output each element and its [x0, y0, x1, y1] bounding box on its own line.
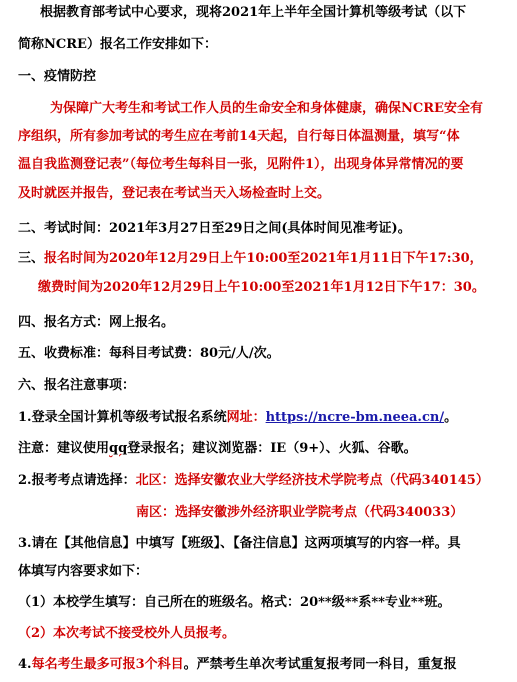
section-1-heading: 一、疫情防控	[18, 69, 97, 84]
section-2-exam-time: 二、考试时间：2021年3月27日至29日之间(具体时间见准考证)。	[18, 221, 411, 236]
section-3-registration-time	[18, 250, 483, 268]
section-1-paragraph-line-2: 序组织，所有参加考试的考生应在考前14天起，自行每日体温测量，填写“体	[18, 129, 460, 144]
notice-1-suffix: 。	[444, 410, 458, 425]
intro-line-1: 根据教育部考试中心要求，现将2021年上半年全国计算机等级考试（以下	[40, 5, 467, 20]
section-6-heading: 六、报名注意事项：	[18, 378, 136, 393]
notice-1-prefix: 1.登录全国计算机等级考试报名系统	[18, 410, 227, 425]
payment-time-text: 缴费时间为2020年12月29日上午10:00至2021年1月12日下午17：30。	[38, 280, 485, 295]
south-campus-site: 南区：选择安徽涉外经济职业学院考点（代码340033）	[136, 505, 464, 520]
browser-note-post: 登录报名；建议浏览器：IE（9+）、火狐、谷歌。	[127, 441, 417, 456]
qq-text: qq	[109, 441, 128, 456]
browser-note-pre: 注意：建议使用	[18, 441, 110, 456]
registration-url-link[interactable]: https://ncre-bm.neea.cn/	[265, 410, 445, 425]
browser-note	[18, 440, 417, 458]
site-label: 网址：	[226, 410, 266, 425]
notice-3-line-2: 体填写内容要求如下：	[18, 564, 149, 579]
notice-4-subject-limit	[18, 656, 457, 674]
section-1-paragraph-line-1: 为保障广大考生和考试工作人员的生命安全和身体健康，确保NCRE安全有	[50, 101, 483, 116]
section-1-paragraph-line-4: 及时就医并报告，登记表在考试当天入场检查时上交。	[18, 186, 331, 201]
section-5-fee-standard: 五、收费标准：每科目考试费：80元/人/次。	[18, 346, 280, 361]
notice-3-item-1: （1）本校学生填写：自己所在的班级名。格式：20**级**系**专业**班。	[18, 595, 451, 610]
intro-line-2: 简称NCRE）报名工作安排如下：	[18, 37, 217, 52]
notice-2-prefix: 2.报考考点请选择：	[18, 473, 136, 488]
notice-2-exam-site	[18, 472, 489, 490]
section-3-prefix: 三、	[18, 251, 45, 266]
section-1-paragraph-line-3: 温自我监测登记表”（每位考生每科目一张，见附件1），出现身体异常情况的要	[18, 157, 464, 172]
subject-limit-text: 每名考生最多可报3个科目	[31, 657, 184, 672]
notice-3-line-1: 3.请在【其他信息】中填写【班级】、【备注信息】这两项填写的内容一样。具	[18, 536, 461, 551]
registration-time-text: 报名时间为2020年12月29日上午10:00至2021年1月11日下午17:30，	[44, 251, 483, 266]
north-campus-site: 北区：选择安徽农业大学经济技术学院考点（代码340145）	[135, 473, 489, 488]
notice-1-registration-site	[18, 409, 457, 427]
notice-4-prefix: 4.	[18, 657, 32, 672]
notice-4-rest: 。严禁考生单次考试重复报考同一科目，重复报	[183, 657, 457, 672]
notice-3-item-2: （2）本次考试不接受校外人员报考。	[18, 626, 236, 641]
section-4-registration-method: 四、报名方式：网上报名。	[18, 315, 175, 330]
